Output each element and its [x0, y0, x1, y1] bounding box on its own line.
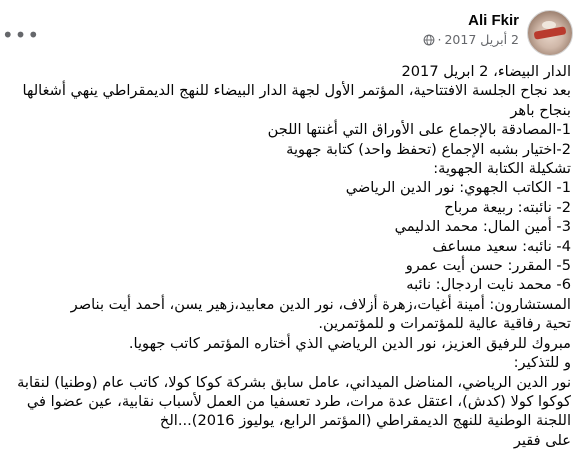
globe-icon[interactable]: [423, 34, 435, 46]
post-line-member: 2- نائبته: ربيعة مرباح: [444, 198, 571, 216]
post-line-intro: بعد نجاح الجلسة الافتتاحية، المؤتمر الأول لجهة الدار البيضاء للنهج الديمقراطي ينهي أشغالها بنجاح باهر: [22, 82, 571, 119]
more-options-button[interactable]: [1, 23, 41, 47]
post-line-member: 1- الكاتب الجهوي: نور الدين الرياضي: [345, 179, 571, 197]
post-body: [6, 62, 571, 450]
post-line-congrats: مبروك للرفيق العزيز، نور الدين الرياضي الذي أختاره المؤتمر كاتب جهويا.: [128, 334, 571, 352]
post-meta: [423, 10, 520, 47]
post-line-member: 5- المقرر: حسن أيت عمرو: [405, 257, 571, 275]
post-line-bio: نور الدين الرياضي، المناضل الميداني، عامل سابق بشركة كوكا كولا، كاتب عام (وطنيا) لنقابة كوكوا كولا (كدش)، اعتقل عدة مرات، طرد تعسفيا من العمل لأسباب نقابية، عين عضوا في اللجنة الوطنية للنهج الديمقراطي (المؤتمر الرابع، يوليوز 2016)...الخ: [17, 373, 571, 430]
post-line-member: 6- محمد نايت اردجال: نائبه: [406, 276, 571, 294]
post-line-item: 1-المصادقة بالإجماع على الأوراق التي أغنتها اللجن: [267, 121, 571, 139]
post-line-member: 4- نائبه: سعيد مساعف: [432, 237, 571, 255]
post-line-heading: تشكيلة الكتابة الجهوية:: [433, 160, 571, 178]
author-avatar[interactable]: [527, 10, 573, 56]
post-header: [423, 10, 574, 56]
more-options-icon: •••: [1, 23, 41, 47]
post-line-advisors: المستشارون: أمينة أغيات،زهرة أزلاف، نور الدين معابيد،زهير يسن، أحمد أيت بناصر: [70, 295, 571, 313]
post-date[interactable]: 2 أبريل 2017: [444, 32, 519, 47]
post-line-member: 3- أمين المال: محمد الدليمي: [394, 218, 571, 236]
post-line-signature: على فقير: [513, 431, 571, 449]
post-line-item: 2-اختيار بشبه الإجماع (تحفظ واحد) كتابة جهوية: [286, 140, 571, 158]
post-line-greeting: تحية رفاقية عالية للمؤتمرات و للمؤتمرين.: [318, 315, 571, 333]
post-line-dateline: الدار البيضاء، 2 ابريل 2017: [401, 63, 571, 80]
post-line-reminder: و للتذكير:: [513, 354, 571, 372]
author-name[interactable]: Ali Fkir: [468, 12, 519, 29]
post-meta-line: [423, 32, 520, 47]
meta-separator: ·: [437, 32, 442, 47]
